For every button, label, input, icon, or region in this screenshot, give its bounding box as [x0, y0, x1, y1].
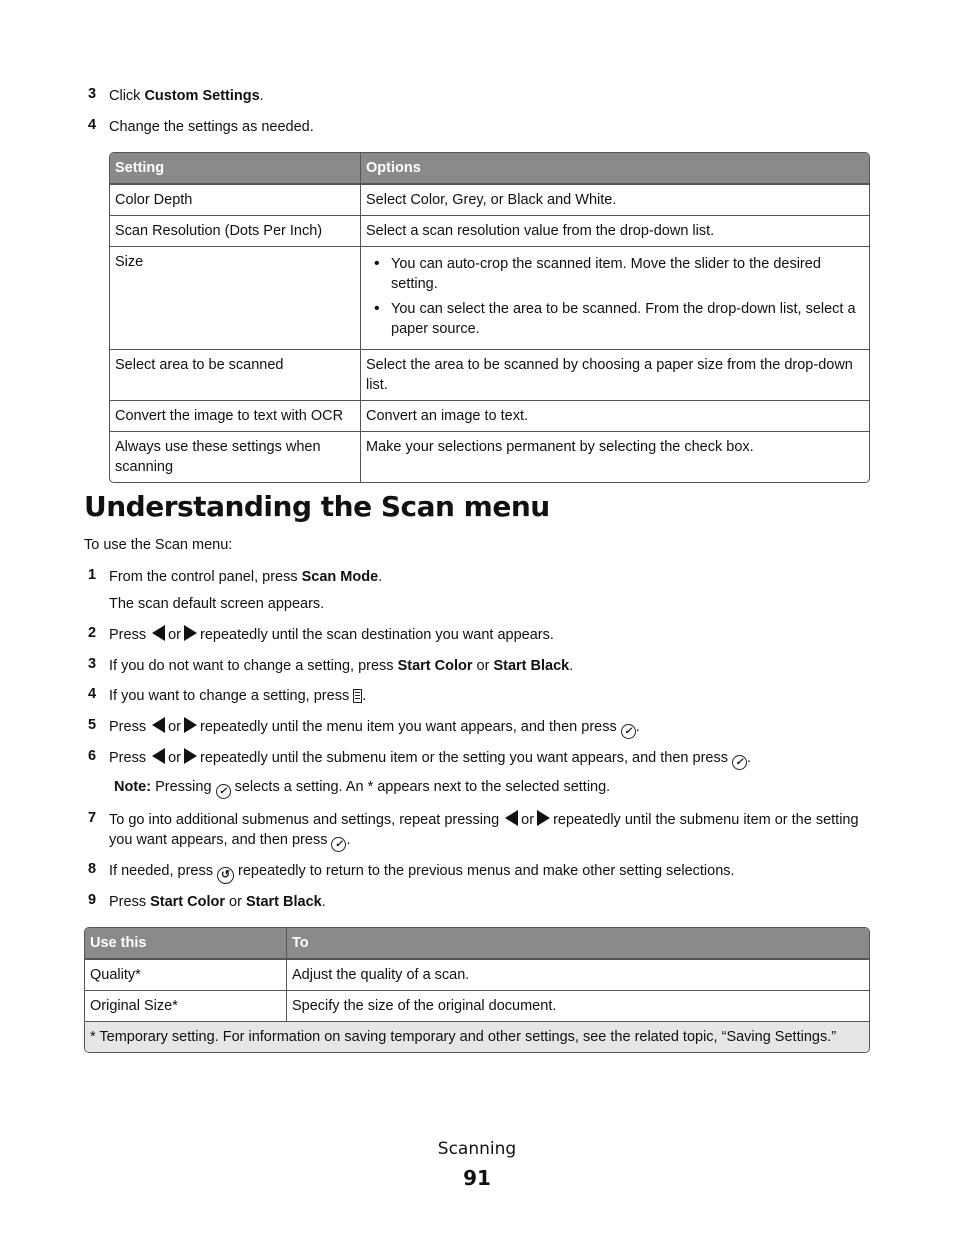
step-number: 4 — [88, 686, 97, 702]
note-text: Note: Pressing ✓ selects a setting. An * appears next to the selected setting. — [114, 779, 611, 797]
settings-table — [109, 152, 870, 483]
select-check-icon: ✓ — [331, 837, 346, 852]
step-text: Press or repeatedly until the scan destination you want appears. — [109, 627, 554, 643]
left-arrow-icon — [152, 625, 165, 641]
select-check-icon: ✓ — [216, 784, 231, 799]
step-text: Press or repeatedly until the menu item you want appears, and then press ✓ . — [109, 719, 640, 737]
scan-menu-table — [84, 927, 870, 1053]
table-cell: Convert the image to text with OCR — [110, 400, 361, 431]
right-arrow-icon — [537, 810, 550, 826]
step-text: From the control panel, press Scan Mode. — [109, 569, 383, 585]
select-check-icon: ✓ — [732, 755, 747, 770]
table-row — [85, 990, 869, 1021]
table-row — [110, 400, 869, 431]
table-cell: Specify the size of the original document. — [287, 990, 869, 1021]
left-arrow-icon — [152, 717, 165, 733]
table-row — [85, 1021, 869, 1052]
table-cell: Convert an image to text. — [361, 400, 869, 431]
table-cell: Select Color, Grey, or Black and White. — [361, 184, 869, 215]
step-text: To go into additional submenus and settings, repeat pressing or repeatedly until the submenu item or the setting you want appears, and then press ✓ . — [109, 812, 859, 850]
table-footnote: * Temporary setting. For information on saving temporary and other settings, see the related topic, “Saving Settings.” — [85, 1021, 869, 1052]
table-row — [110, 246, 869, 349]
step-number: 6 — [88, 748, 97, 764]
step-subtext: The scan default screen appears. — [109, 596, 325, 612]
table-row — [110, 431, 869, 482]
table-row — [85, 959, 869, 990]
step-number: 9 — [88, 892, 97, 908]
table-row — [110, 184, 869, 215]
table-cell: Always use these settings when scanning — [110, 431, 361, 482]
step-text: If you do not want to change a setting, press Start Color or Start Black. — [109, 658, 574, 674]
step-number: 3 — [88, 86, 97, 102]
table-cell: Quality* — [85, 959, 287, 990]
step-text: If you want to change a setting, press . — [109, 688, 367, 704]
step-text: Change the settings as needed. — [109, 119, 314, 135]
step-text: Press Start Color or Start Black. — [109, 894, 326, 910]
left-arrow-icon — [505, 810, 518, 826]
list-item: • You can auto-crop the scanned item. Move the slider to the desired setting. — [391, 254, 864, 294]
step-number: 8 — [88, 861, 97, 877]
back-icon: ↺ — [217, 867, 234, 884]
step-text: Click Custom Settings. — [109, 88, 264, 104]
table-cell: Select the area to be scanned by choosing a paper size from the drop-down list. — [361, 349, 869, 400]
right-arrow-icon — [184, 717, 197, 733]
table-cell: Size — [110, 246, 361, 349]
table-cell: Select area to be scanned — [110, 349, 361, 400]
table-header: Use this — [85, 928, 287, 959]
table-cell: Original Size* — [85, 990, 287, 1021]
left-arrow-icon — [152, 748, 165, 764]
footer-section-title: Scanning — [437, 1139, 517, 1159]
table-cell: Color Depth — [110, 184, 361, 215]
step-number: 4 — [88, 117, 97, 133]
table-cell — [361, 246, 869, 349]
table-header: Setting — [110, 153, 361, 184]
menu-icon — [353, 689, 362, 703]
page-number: 91 — [463, 1166, 491, 1190]
step-text: Press or repeatedly until the submenu item or the setting you want appears, and then press ✓ . — [109, 750, 752, 768]
table-row — [110, 349, 869, 400]
select-check-icon: ✓ — [621, 724, 636, 739]
table-cell: Make your selections permanent by selecting the check box. — [361, 431, 869, 482]
table-cell: Adjust the quality of a scan. — [287, 959, 869, 990]
bullet-list — [366, 254, 864, 339]
step-number: 1 — [88, 567, 97, 583]
section-heading: Understanding the Scan menu — [84, 490, 550, 523]
list-item: • You can select the area to be scanned. From the drop-down list, select a paper source. — [391, 299, 864, 339]
table-header: To — [287, 928, 869, 959]
table-header: Options — [361, 153, 869, 184]
table-cell: Select a scan resolution value from the drop-down list. — [361, 215, 869, 246]
step-number: 2 — [88, 625, 97, 641]
right-arrow-icon — [184, 625, 197, 641]
intro-text: To use the Scan menu: — [84, 537, 233, 553]
step-number: 7 — [88, 810, 97, 826]
table-cell: Scan Resolution (Dots Per Inch) — [110, 215, 361, 246]
table-row — [110, 215, 869, 246]
step-text: If needed, press ↺ repeatedly to return to the previous menus and make other setting selections. — [109, 861, 868, 884]
right-arrow-icon — [184, 748, 197, 764]
step-number: 3 — [88, 656, 97, 672]
step-number: 5 — [88, 717, 97, 733]
